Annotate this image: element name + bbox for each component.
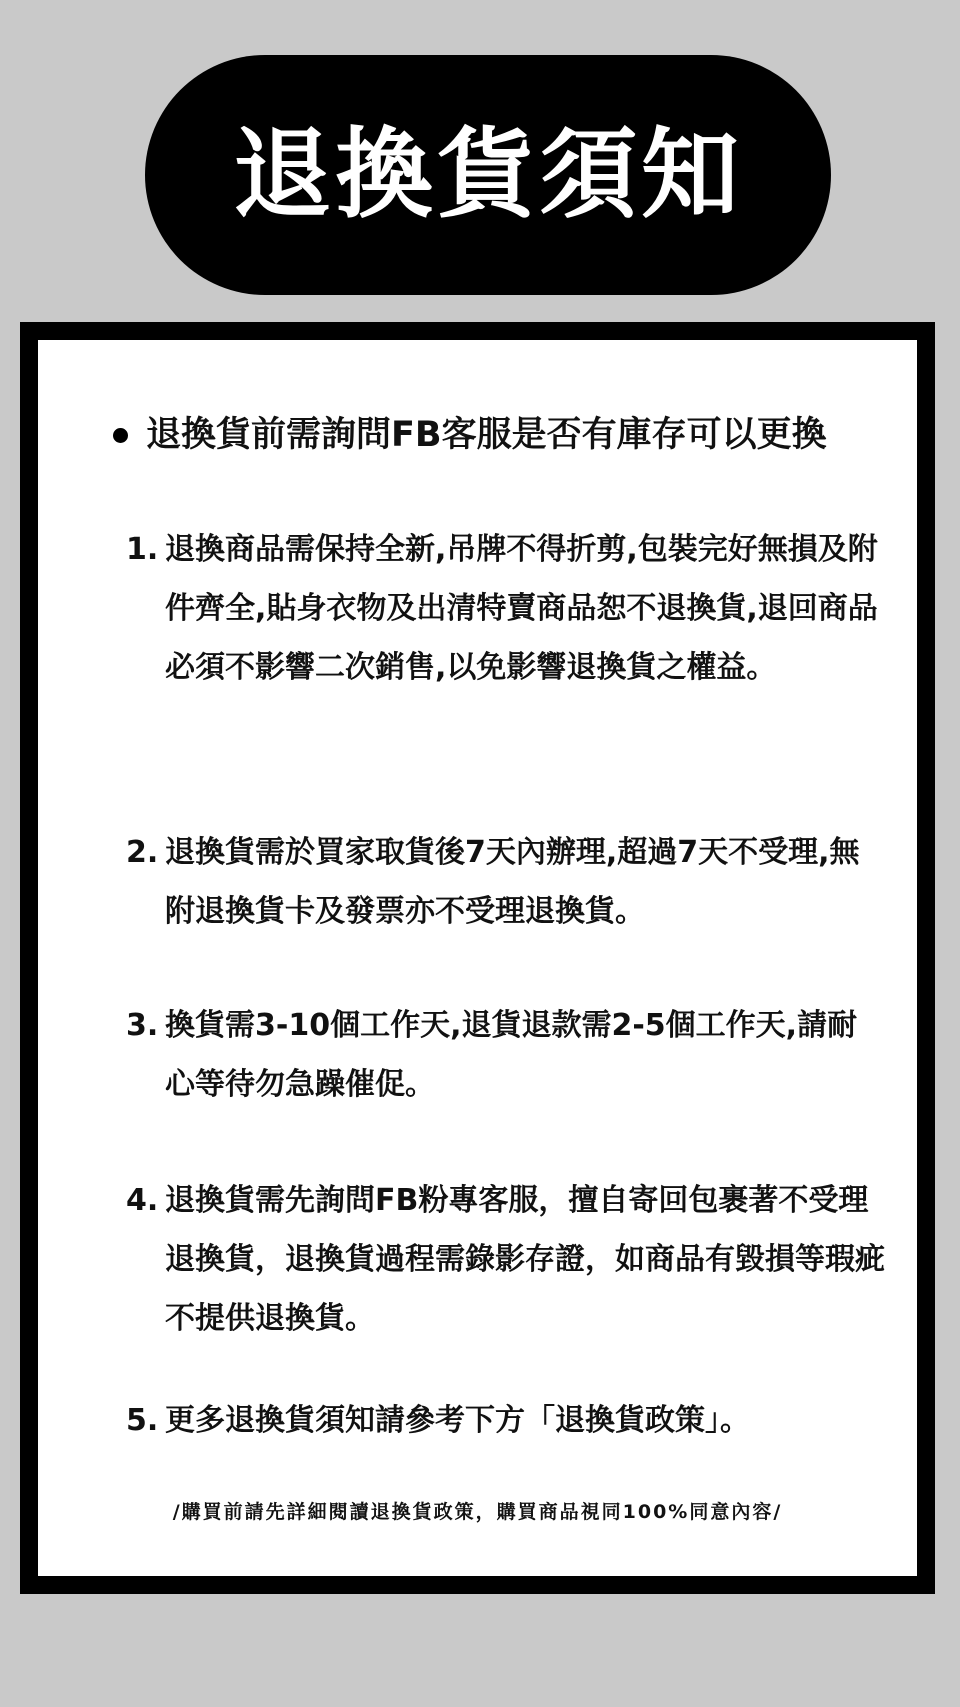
- notice-bullet: [113, 415, 913, 455]
- list-item-text: 換貨需3-10個工作天,退貨退款需2-5個工作天,請耐心等待勿急躁催促。: [165, 1008, 858, 1102]
- notice-card: [20, 322, 935, 1594]
- page-title: 退換貨須知: [232, 118, 743, 232]
- title-banner: [145, 55, 831, 295]
- list-item-number: 4.: [126, 1183, 159, 1218]
- bullet-dot-icon: [113, 428, 128, 443]
- list-item-3: [126, 996, 886, 1114]
- footer-note: /購買前請先詳細閱讀退換貨政策，購買商品視同100%同意內容/: [172, 1501, 783, 1523]
- list-item-text: 更多退換貨須知請參考下方「退換貨政策」。: [165, 1403, 750, 1438]
- list-item-1: [126, 520, 886, 697]
- list-item-number: 2.: [126, 835, 159, 870]
- list-item-text: 退換商品需保持全新,吊牌不得折剪,包裝完好無損及附件齊全,貼身衣物及出清特賣商品恕不退換貨,退回商品必須不影響二次銷售,以免影響退換貨之權益。: [165, 532, 878, 685]
- list-item-4: [126, 1171, 886, 1348]
- list-item-number: 5.: [126, 1403, 159, 1438]
- list-item-2: [126, 823, 886, 941]
- list-item-text: 退換貨需先詢問FB粉專客服，擅自寄回包裹著不受理退換貨，退換貨過程需錄影存證，如商品有毀損等瑕疵不提供退換貨。: [165, 1183, 885, 1336]
- list-item-text: 退換貨需於買家取貨後7天內辦理,超過7天不受理,無附退換貨卡及發票亦不受理退換貨。: [165, 835, 860, 929]
- notice-bullet-text: 退換貨前需詢問FB客服是否有庫存可以更換: [146, 415, 827, 455]
- list-item-number: 1.: [126, 532, 159, 567]
- list-item-5: [126, 1391, 886, 1450]
- list-item-number: 3.: [126, 1008, 159, 1043]
